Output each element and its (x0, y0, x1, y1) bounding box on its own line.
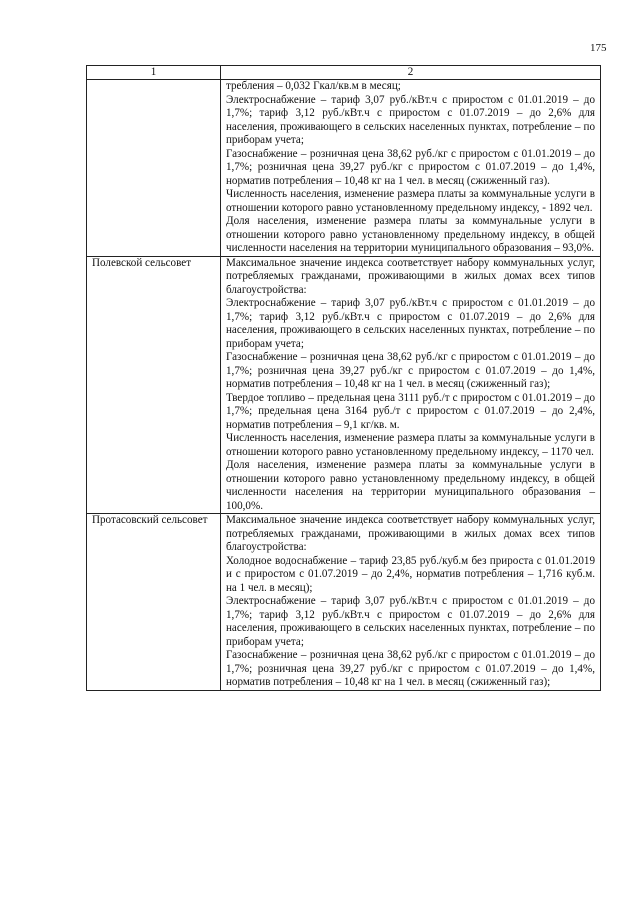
description-cell (221, 514, 601, 691)
page-number: 175 (590, 42, 607, 54)
region-name: Полевской сельсовет (92, 256, 192, 269)
paragraph: Электроснабжение – тариф 3,07 руб./кВт.ч с приростом с 01.01.2019 – до 1,7%; тариф 3,12 руб./кВт.ч с приростом с 01.07.2019 – до 2,6% для населения, проживающего в сельских населенных пунктах, потребление – по приборам учета; (226, 297, 595, 350)
paragraph: Доля населения, изменение размера платы за коммунальные услуги в отношении которого равно установленному предельному индексу, в общей численности населения на территории муниципального образования – 100,0%. (226, 459, 595, 512)
paragraph: Твердое топливо – предельная цена 3111 руб./т с приростом с 01.01.2019 – до 1,7%; предельная цена 3164 руб./т с приростом с 01.07.2019 – до 2,4%, норматив потребления – 9,1 кг/кв. м. (226, 391, 595, 431)
region-cell (87, 80, 221, 257)
column-header-1: 1 (87, 66, 221, 80)
paragraph: Электроснабжение – тариф 3,07 руб./кВт.ч с приростом с 01.01.2019 – до 1,7%; тариф 3,12 руб./кВт.ч с приростом с 01.07.2019 – до 2,6% для населения, проживающего в сельских населенных пунктах, потребление – по приборам учета; (226, 595, 595, 648)
description-cell (221, 256, 601, 514)
paragraph: Максимальное значение индекса соответствует набору коммунальных услуг, потребляемых гражданами, проживающими в жилых домах всех типов благоустройства: (226, 514, 595, 553)
paragraph: Доля населения, изменение размера платы за коммунальные услуги в отношении которого равно установленному предельному индексу, в общей численности населения на территории муниципального образования – 93,0%. (226, 215, 595, 254)
data-table (86, 65, 601, 691)
region-name: Протасовский сельсовет (92, 514, 208, 526)
description-cell (221, 80, 601, 257)
table-row-protasovsky (87, 514, 601, 691)
paragraph: Электроснабжение – тариф 3,07 руб./кВт.ч с приростом с 01.01.2019 – до 1,7%; тариф 3,12 руб./кВт.ч с приростом с 01.07.2019 – до 2,6% для населения, проживающего в сельских населенных пунктах, потребление – по приборам учета; (226, 93, 595, 146)
table-header-row (87, 66, 601, 80)
region-cell (87, 514, 221, 691)
table-row-continuation (87, 80, 601, 257)
paragraph: Газоснабжение – розничная цена 38,62 руб./кг с приростом с 01.01.2019 – до 1,7%; розничная цена 39,27 руб./кг с приростом с 01.07.2019 – до 1,4%, норматив потребления – 10,48 кг на 1 чел. в месяц (сжиженный газ); (226, 649, 595, 688)
paragraph: Численность населения, изменение размера платы за коммунальные услуги в отношении которого равно установленному предельному индексу, - 1892 чел. (226, 188, 595, 214)
paragraph: Численность населения, изменение размера платы за коммунальные услуги в отношении которого равно установленному предельному индексу, – 1170 чел. (226, 432, 595, 458)
paragraph: требления – 0,032 Гкал/кв.м в месяц; (226, 80, 401, 92)
paragraph: Газоснабжение – розничная цена 38,62 руб./кг с приростом с 01.01.2019 – до 1,7%; розничная цена 39,27 руб./кг с приростом с 01.07.2019 – до 1,4%, норматив потребления – 10,48 кг на 1 чел. в месяц (сжиженный газ); (226, 351, 595, 390)
table-row-polevskoy (87, 256, 601, 514)
column-header-2: 2 (221, 66, 601, 80)
region-cell (87, 256, 221, 514)
paragraph: Максимальное значение индекса соответствует набору коммунальных услуг, потребляемых гражданами, проживающими в жилых домах всех типов благоустройства: (226, 256, 595, 296)
paragraph: Холодное водоснабжение – тариф 23,85 руб./куб.м без прироста с 01.01.2019 и с приростом с 01.07.2019 – до 2,4%, норматив потребления – 1,716 куб.м. на 1 чел. в месяц); (226, 554, 595, 594)
paragraph: Газоснабжение – розничная цена 38,62 руб./кг с приростом с 01.01.2019 – до 1,7%; розничная цена 39,27 руб./кг с приростом с 01.07.2019 – до 1,4%, норматив потребления – 10,48 кг на 1 чел. в месяц (сжиженный газ). (226, 147, 595, 187)
